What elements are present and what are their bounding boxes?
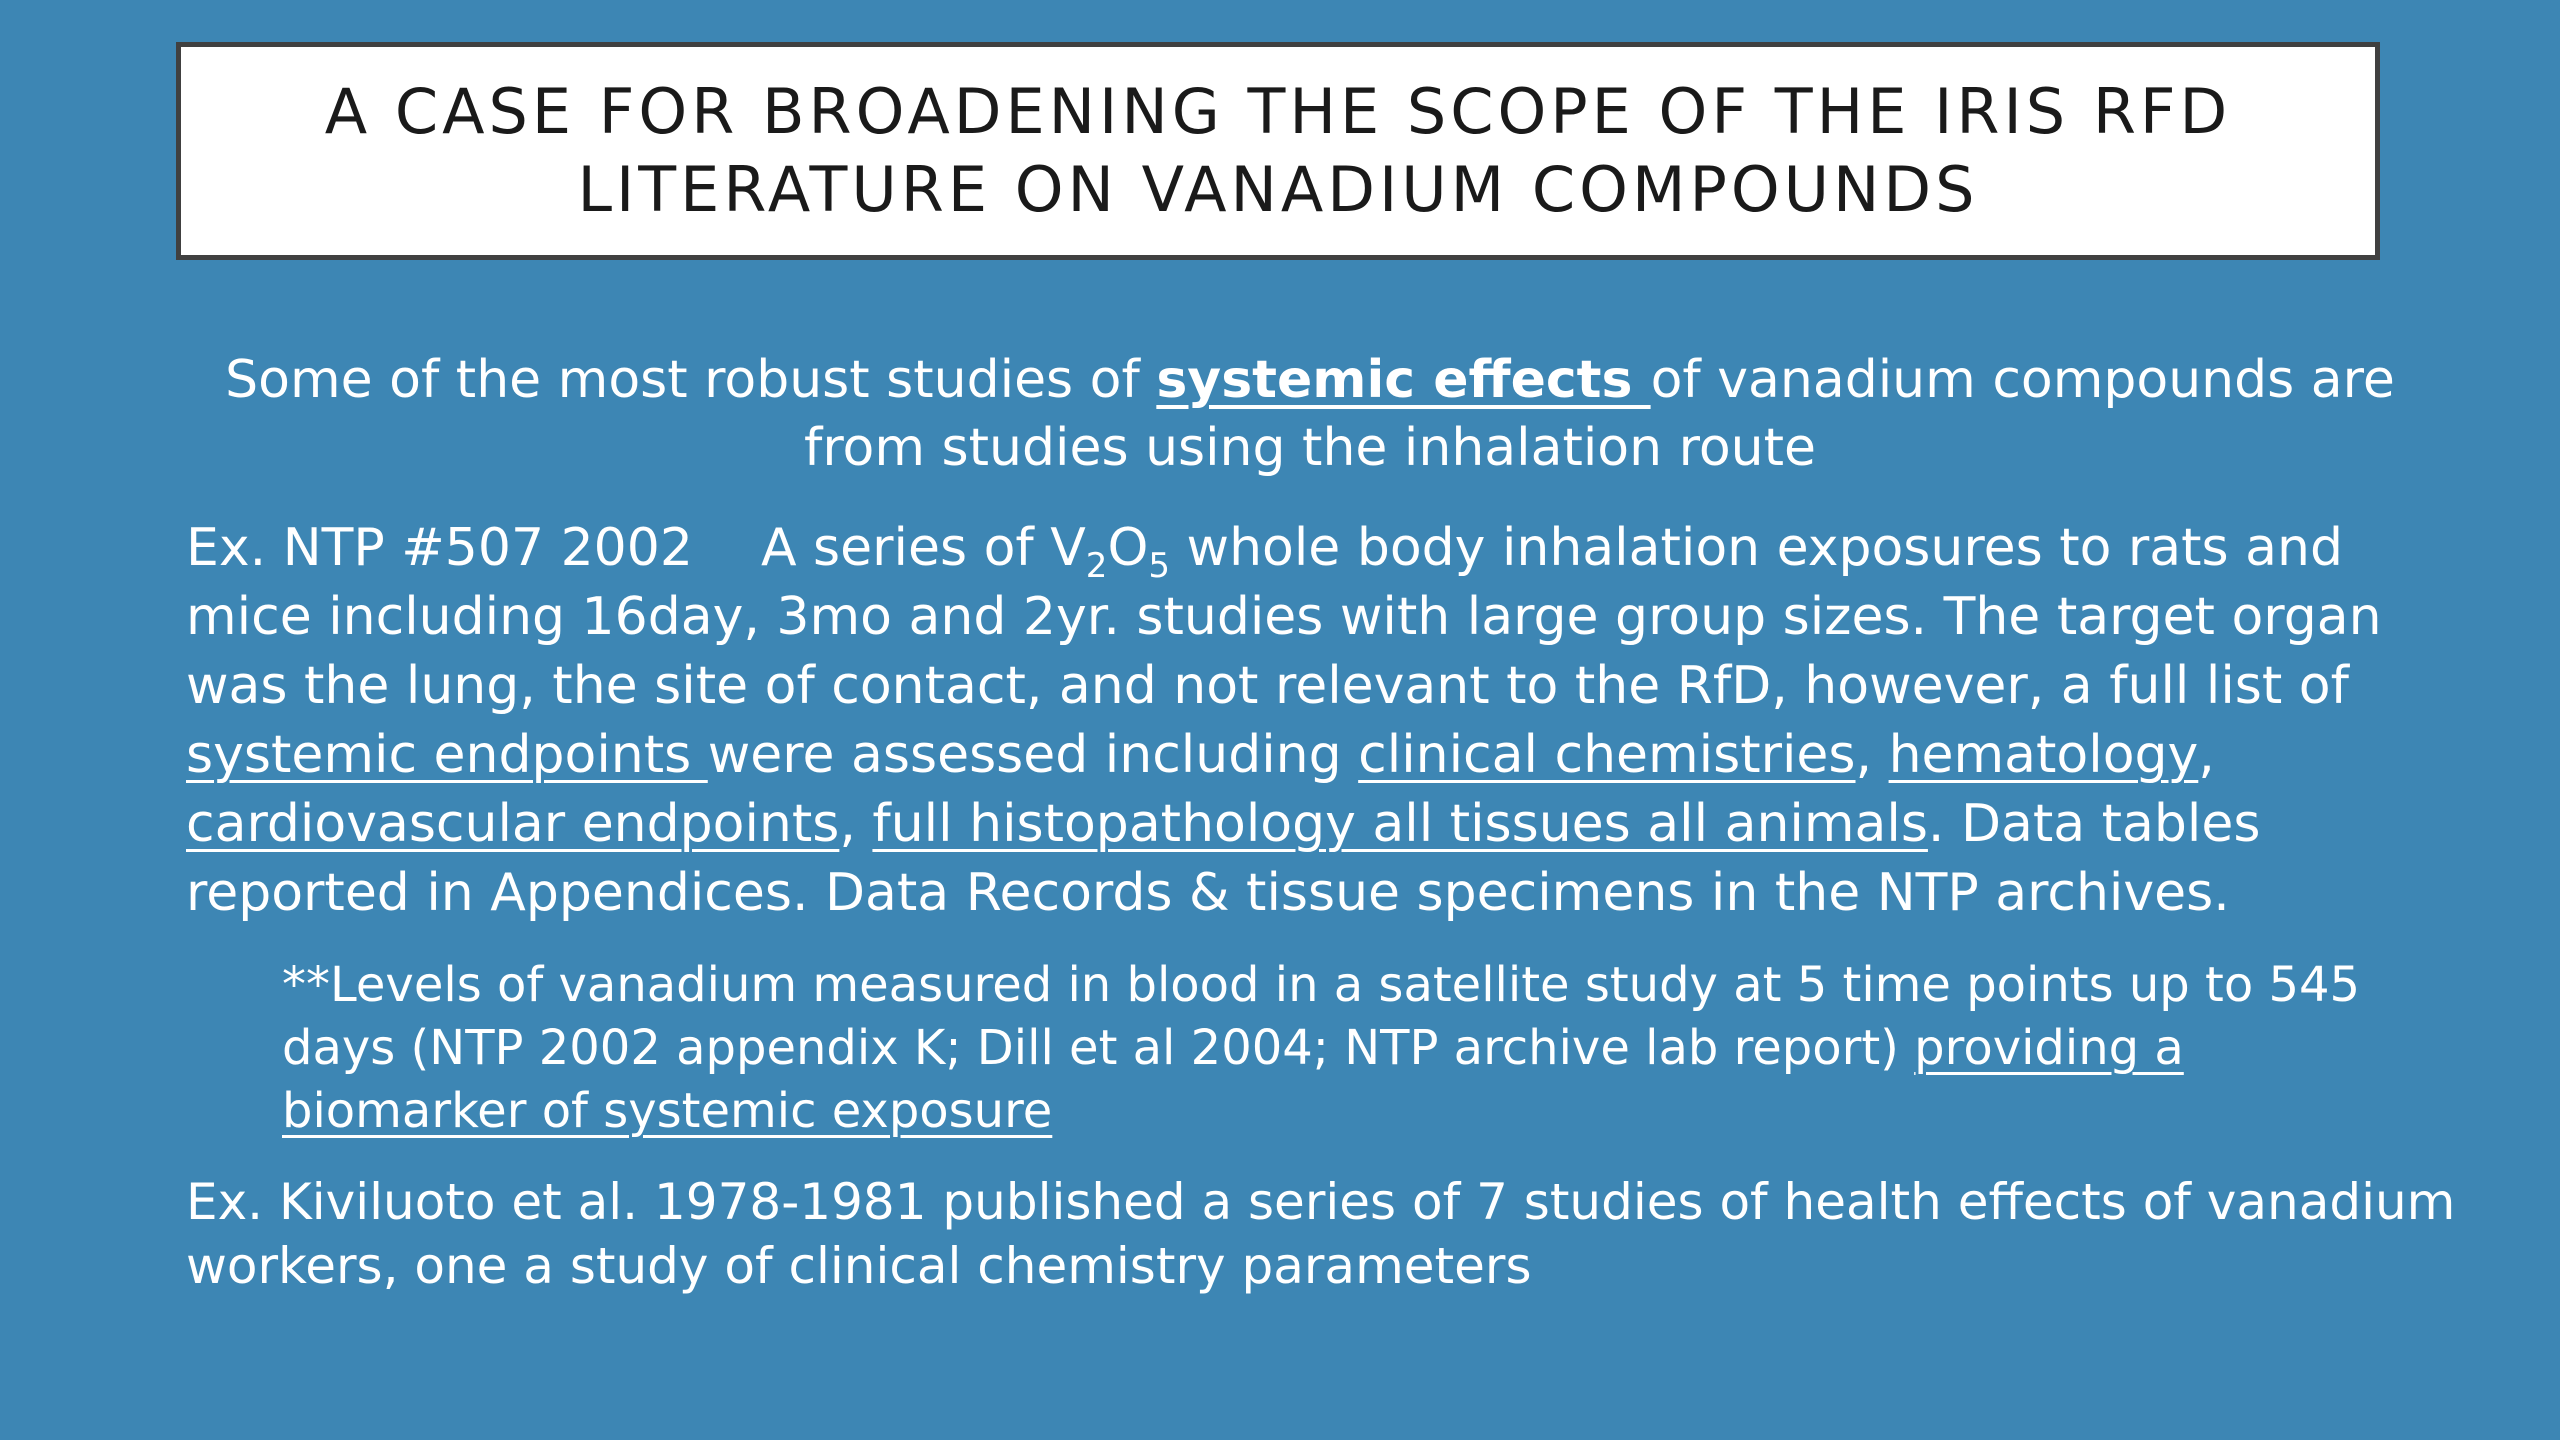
title-line-2: LITERATURE ON VANADIUM COMPOUNDS: [577, 153, 1979, 226]
link-providing-a: providing a: [1914, 1020, 2184, 1076]
ntp-line-6: reported in Appendices. Data Records & tissue specimens in the NTP archives.: [186, 863, 2230, 923]
ntp-text: ,: [839, 794, 873, 854]
ntp-line-3: was the lung, the site of contact, and not relevant to the RfD, however, a full list of: [186, 656, 2349, 716]
link-hematology: hematology: [1888, 725, 2199, 785]
subscript: 5: [1148, 546, 1171, 586]
lead-text-post: of vanadium compounds are: [1650, 350, 2395, 410]
ntp-text: ,: [1855, 725, 1889, 785]
ntp-example-paragraph: [186, 514, 2416, 928]
slide-title: [325, 73, 2232, 229]
ntp-text: O: [1107, 518, 1149, 578]
note-line-1: **Levels of vanadium measured in blood in a satellite study at 5 time points up to 545: [282, 957, 2361, 1013]
ntp-line-1: [186, 514, 2416, 586]
lead-statement: [190, 346, 2430, 482]
link-clinical-chemistries: clinical chemistries: [1358, 725, 1856, 785]
ntp-label: Ex. NTP #507 2002: [186, 518, 693, 578]
blood-levels-note: [282, 954, 2422, 1143]
link-full-histopathology: full histopathology all tissues all animals: [872, 794, 1928, 854]
kiviluoto-line-1: Ex. Kiviluoto et al. 1978-1981 published a series of 7 studies of health effects of vanadium: [186, 1173, 2456, 1231]
ntp-text: whole body inhalation exposures to rats and: [1170, 518, 2344, 578]
note-line-3: [282, 1080, 2422, 1143]
ntp-line-2: mice including 16day, 3mo and 2yr. studies with large group sizes. The target organ: [186, 587, 2382, 647]
note-line-2: [282, 1017, 2422, 1080]
ntp-line-5: [186, 790, 2416, 859]
ntp-text: A series of V: [760, 518, 1086, 578]
ntp-text: ,: [2198, 725, 2215, 785]
link-cardiovascular-endpoints: cardiovascular endpoints: [186, 794, 840, 854]
lead-line-1: [190, 346, 2430, 414]
ntp-text: were assessed including: [707, 725, 1359, 785]
lead-emphasis-systemic-effects: systemic effects: [1156, 350, 1651, 410]
link-biomarker-systemic-exposure: biomarker of systemic exposure: [282, 1083, 1053, 1139]
kiviluoto-example-paragraph: [186, 1170, 2456, 1298]
ntp-line-4: [186, 721, 2416, 790]
lead-line-2: from studies using the inhalation route: [804, 418, 1816, 478]
ntp-text: . Data tables: [1927, 794, 2261, 854]
note-text: days (NTP 2002 appendix K; Dill et al 2004; NTP archive lab report): [282, 1020, 1915, 1076]
link-systemic-endpoints: systemic endpoints: [186, 725, 708, 785]
kiviluoto-line-2: workers, one a study of clinical chemistry parameters: [186, 1237, 1532, 1295]
title-box: [176, 42, 2380, 260]
subscript: 2: [1085, 546, 1108, 586]
title-line-1: A CASE FOR BROADENING THE SCOPE OF THE IRIS RFD: [324, 75, 2232, 148]
lead-text-pre: Some of the most robust studies of: [225, 350, 1157, 410]
